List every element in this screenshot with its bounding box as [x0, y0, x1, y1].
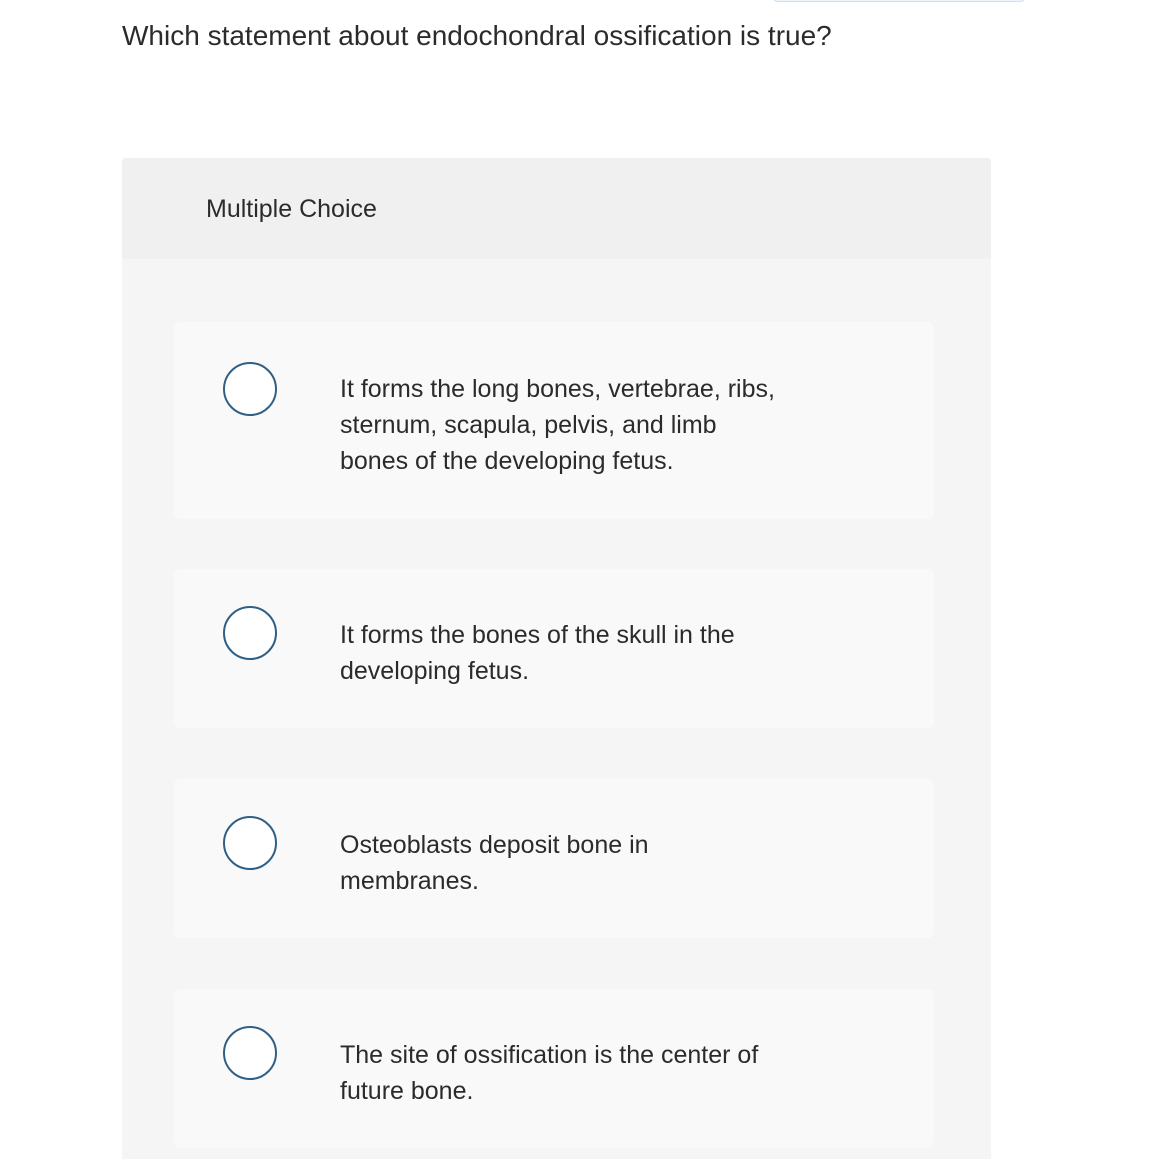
multiple-choice-header [122, 158, 991, 259]
radio-button-2[interactable] [223, 606, 277, 660]
question-text: Which statement about endochondral ossification is true? [122, 20, 832, 51]
answer-option-3-text: Osteoblasts deposit bone in membranes. [340, 831, 649, 895]
radio-button-4[interactable] [223, 1026, 277, 1080]
top-tab[interactable] [772, 0, 1026, 2]
radio-button-1[interactable] [223, 362, 277, 416]
radio-button-3[interactable] [223, 816, 277, 870]
answer-option-2[interactable] [174, 569, 934, 728]
answer-option-4-text: The site of ossification is the center of future bone. [340, 1041, 759, 1105]
multiple-choice-panel [122, 158, 991, 1159]
answer-option-1[interactable] [174, 322, 934, 519]
answer-option-4[interactable] [174, 989, 934, 1148]
answer-option-1-text: It forms the long bones, vertebrae, ribs, sternum, scapula, pelvis, and limb bones of the developing fetus. [340, 375, 775, 475]
answer-option-3[interactable] [174, 779, 934, 938]
answer-option-2-text: It forms the bones of the skull in the developing fetus. [340, 621, 735, 685]
multiple-choice-label: Multiple Choice [206, 195, 377, 223]
